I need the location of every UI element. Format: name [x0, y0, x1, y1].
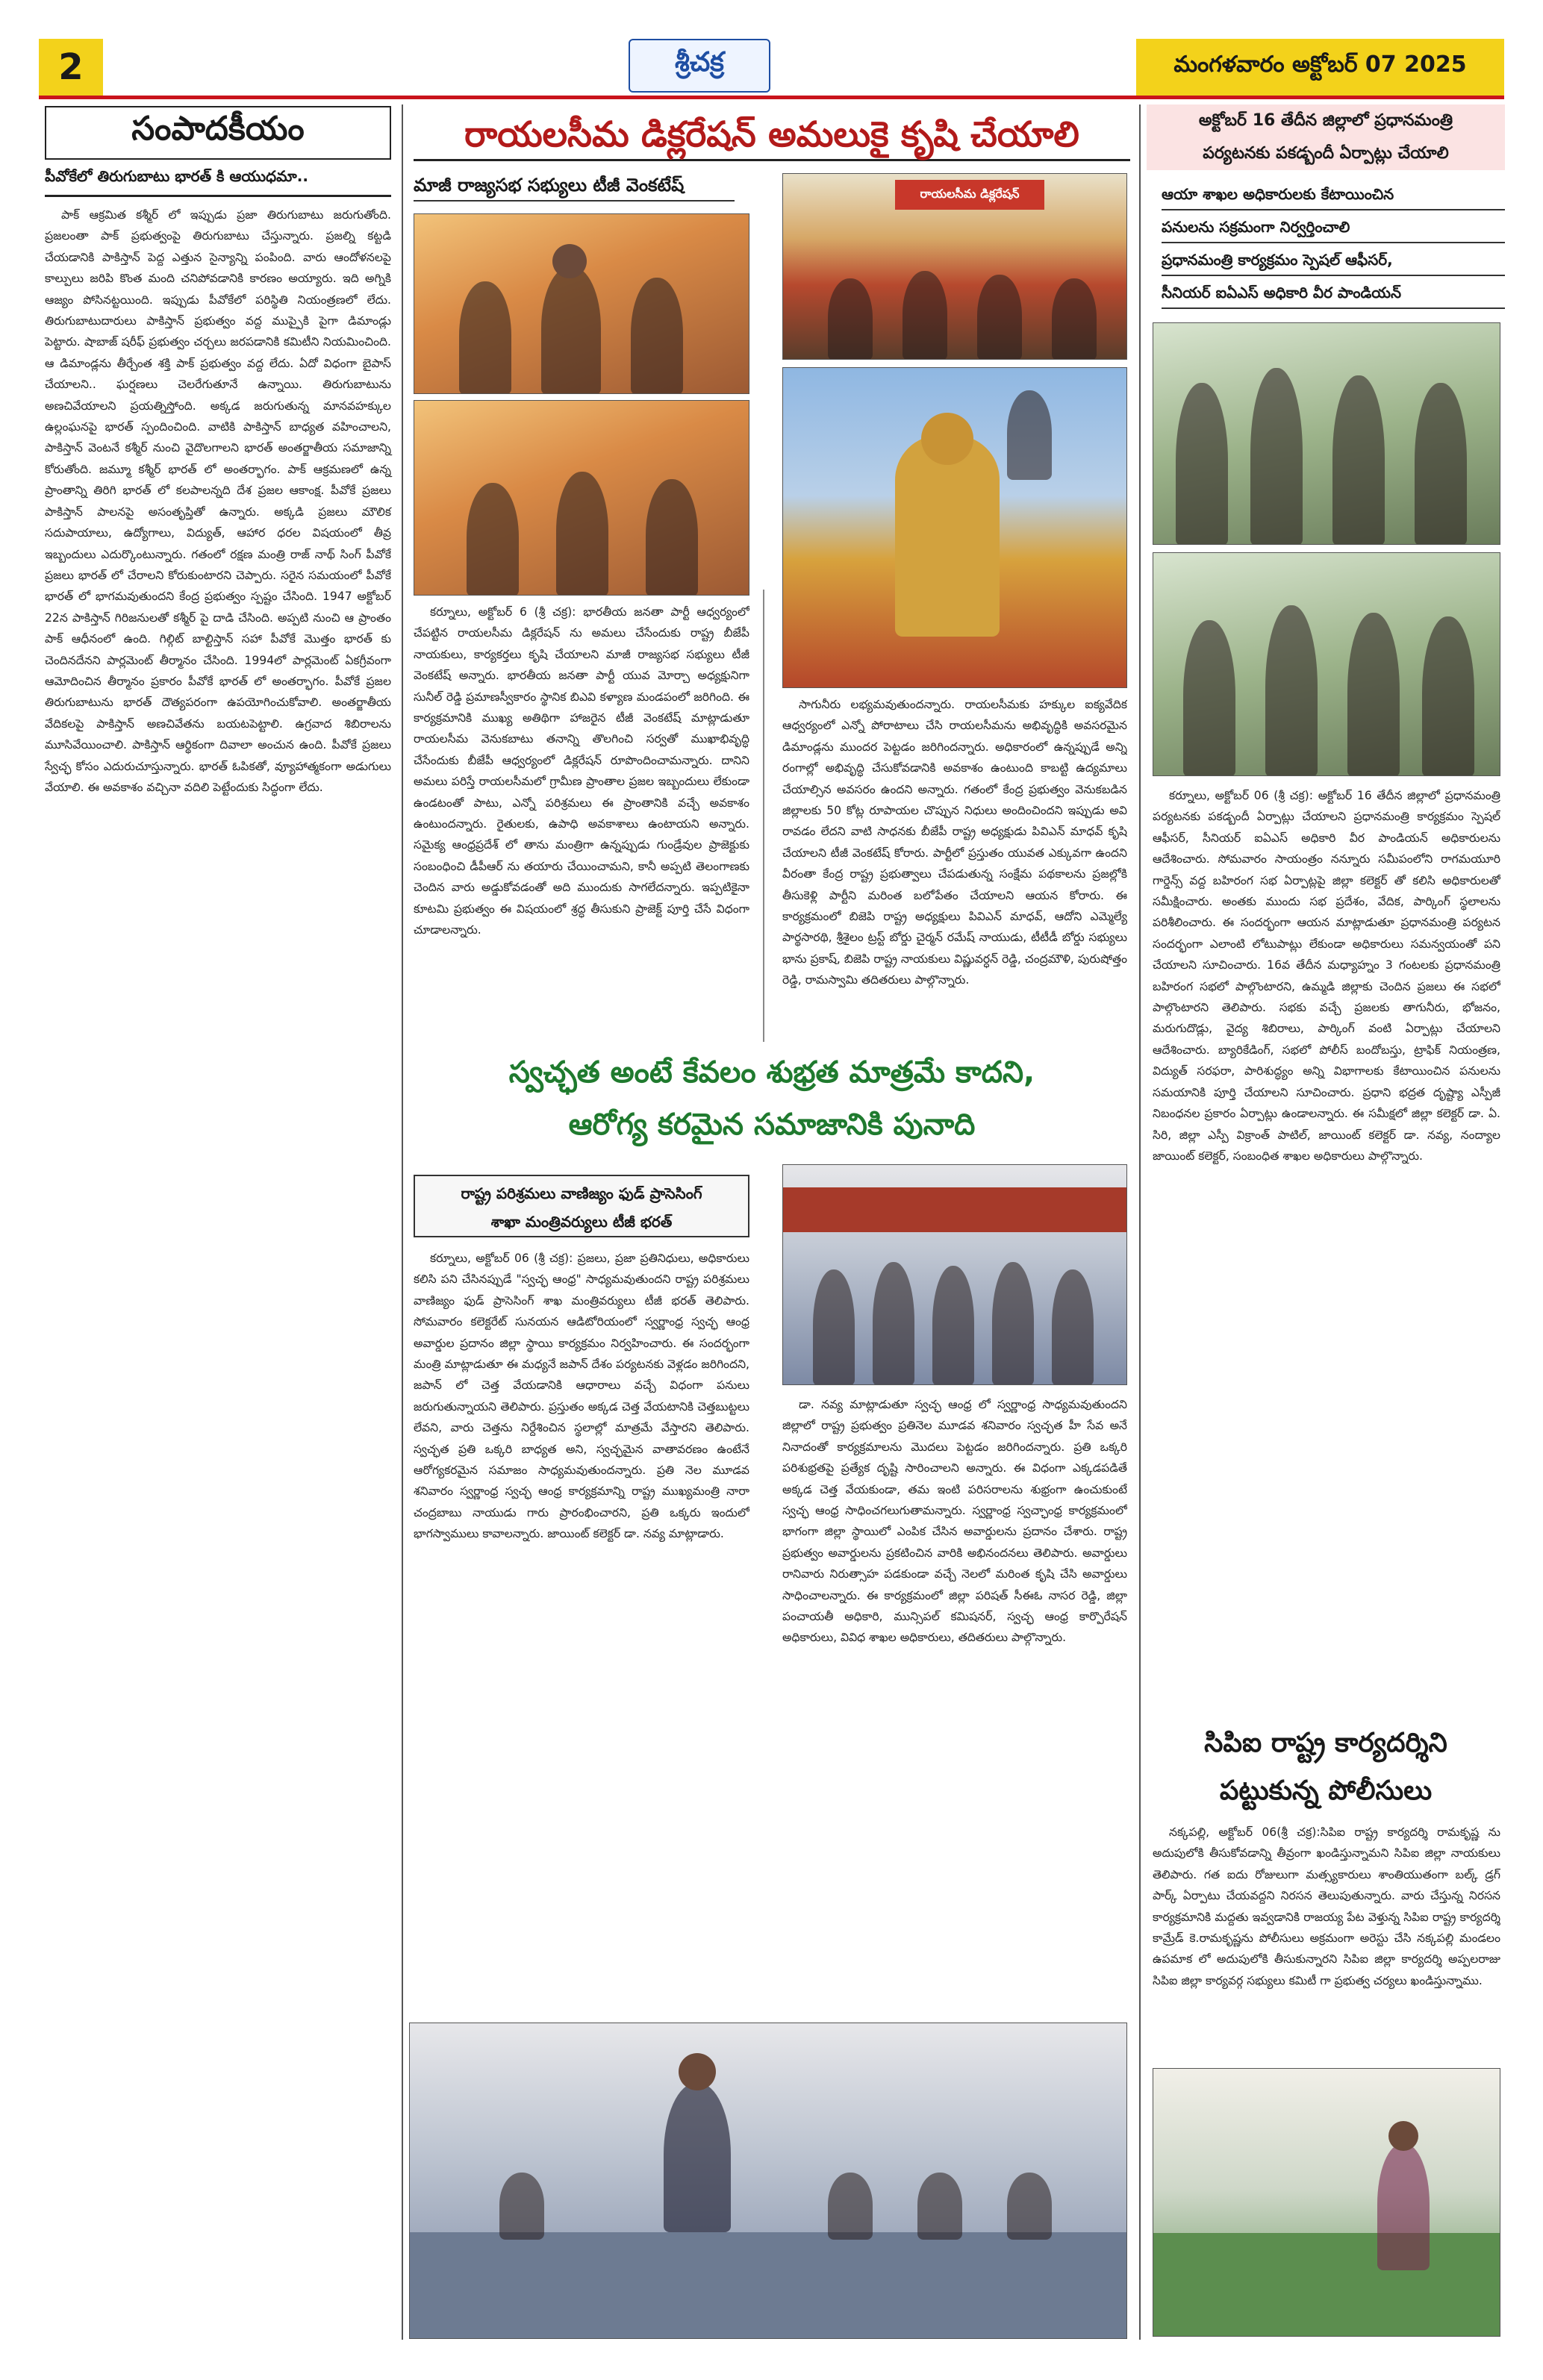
column-rule-2: [1139, 104, 1141, 2340]
lead-headline: రాయలసీమ డిక్లరేషన్ అమలుకై కృషి చేయాలి: [414, 109, 1130, 161]
cleanliness-subhead-2: శాఖా మంత్రివర్యులు టీజీ భరత్: [490, 1213, 673, 1231]
cleanliness-body-left: [414, 1248, 749, 2018]
editorial-section: [39, 104, 397, 2340]
lead-photo-procession: [414, 400, 749, 596]
cleanliness-headline-2: ఆరోగ్య కరమైన సమాజానికి పునాది: [568, 1108, 976, 1142]
stage-banner: రాయలసీమ డిక్లరేషన్: [895, 180, 1044, 210]
pm-visit-story: [1147, 104, 1505, 1720]
newspaper-logo: శ్రీచక్ర: [629, 39, 770, 93]
cpi-body-text: నక్కపల్లి, అక్టోబర్ 06(శ్రీ చక్ర):సిపిఐ రాష్ట్ర కార్యదర్శి రామకృష్ణ ను అదుపులోకి తీసుకోవడాన్ని తీవ్రంగా ఖండిస్తున్నామని సిపిఐ జిల్లా నాయకులు తెలిపారు. గత ఐదు రోజులుగా మత్స్యకారులు శాంతియుతంగా బల్క్ డ్రగ్ పార్క్ ఏర్పాటు చేయవద్దని నిరసన తెలుపుతున్నారు. వారు చేస్తున్న నిరసన కార్యక్రమానికి మద్దతు ఇవ్వడానికి రాజయ్య పేట వెళ్తున్న సిపిఐ రాష్ట్ర కార్యదర్శి కామ్రేడ్ కె.రామకృష్ణను పోలీసులు అక్రమంగా అరెస్టు చేసి నక్కపల్లి మండలం ఉపమాక లో అదుపులోకి తీసుకున్నారని సిపిఐ జిల్లా కార్యదర్శి అప్పలరాజు సిపిఐ జిల్లా కార్యవర్గ సభ్యులు కమిటీ గా ప్రభుత్వ చర్యలు ఖండిస్తున్నాము.: [1153, 1825, 1500, 1987]
editorial-heading: పీవోకేలో తిరుగుబాటు భారత్ కి ఆయుధమా..: [45, 167, 391, 197]
masthead-rule: [39, 96, 1504, 99]
cpi-headline-1: సిపిఐ రాష్ట్ర కార్యదర్శిని: [1204, 1728, 1447, 1758]
editorial-title: సంపాదకీయం: [45, 106, 391, 160]
pm-headline-box: [1147, 104, 1505, 170]
lead-body-left: [414, 602, 749, 1042]
pm-subhead-box: [1147, 178, 1505, 312]
masthead: [39, 39, 1504, 101]
pm-photo-inspection: [1153, 552, 1500, 776]
cleanliness-body-right: [782, 1394, 1127, 2018]
cpi-headline-2: పట్టుకున్న పోలీసులు: [1219, 1775, 1433, 1806]
cpi-photo: [1153, 2068, 1500, 2337]
lead-body-right-text: సాగునీరు లభ్యమవుతుందన్నారు. రాయలసీమకు హక్కుల ఐక్యవేదిక ఆధ్వర్యంలో ఎన్నో పోరాటాలు చేసి రాయలసీమను అభివృద్ధికి అవసరమైన డిమాండ్లను ముందర పెట్టడం జరిగిందన్నారు. అధికారంలో ఉన్నప్పుడే అన్ని రంగాల్లో అభివృద్ధి చేసుకోవడానికి అవకాశం ఉంటుంది కాబట్టి ఉద్యమాలు చేయాల్సిన అవసరం ఉందని అన్నారు. గతంలో కేంద్ర ప్రభుత్వం వెనుకబడిన జిల్లాలకు 50 కోట్ల రూపాయల చొప్పున నిధులు అందించిందని ఇప్పుడు అవి రావడం లేదని వాటి సాధనకు బీజేపీ రాష్ట్ర అధ్యక్షుడు పివిఎన్ మాధవ్ కృషి చేయాలని టీజీ వెంకటేష్ కోరారు. పార్టీలో ప్రస్తుతం యువత ఎక్కువగా ఉందని వీరంతా కేంద్ర రాష్ట్ర ప్రభుత్వాలు చేపడుతున్న సంక్షేమ పథకాలను ప్రజల్లోకి తీసుకెళ్లి పార్టీని మరింత బలోపేతం చేయాలని ఆయన కోరారు. ఈ కార్యక్రమంలో బిజెపి రాష్ట్ర అధ్యక్షులు పివిఎన్ మాధవ్, ఆదోని ఎమ్మెల్యే పార్థసారథి, శ్రీశైలం ట్రస్ట్ బోర్డు చైర్మన్ రమేష్ నాయుడు, టీటీడీ బోర్డు సభ్యులు భాను ప్రకాష్, బిజెపి రాష్ట్ర నాయకులు విష్ణువర్ధన్ రెడ్డి, చంద్రమౌళి, పురుషోత్తం రెడ్డి, రామస్వామి తదితరులు పాల్గొన్నారు.: [782, 698, 1127, 987]
lead-inner-rule: [763, 590, 764, 1042]
cleanliness-body-left-text: కర్నూలు, అక్టోబర్ 06 (శ్రీ చక్ర): ప్రజలు, ప్రజా ప్రతినిధులు, అధికారులు కలిసి పని చేసినప్పుడే "స్వచ్ఛ ఆంధ్ర" సాధ్యమవుతుందని రాష్ట్ర పరిశ్రమలు వాణిజ్యం ఫుడ్ ప్రాసెసింగ్ శాఖ మంత్రివర్యులు టీజీ భరత్ తెలిపారు. సోమవారం కలెక్టరేట్ సునయన ఆడిటోరియంలో స్వర్ణాంధ్ర స్వచ్ఛ ఆంధ్ర అవార్డుల ప్రదానం జిల్లా స్థాయి కార్యక్రమం నిర్వహించారు. ఈ సందర్భంగా మంత్రి మాట్లాడుతూ ఈ మధ్యనే జపాన్ దేశం పర్యటనకు వెళ్లడం జరిగిందని, జపాన్ లో చెత్త వేయడానికి ఆధారాలు వచ్చే విధంగా పనులు జరుగుతున్నాయని తెలిపారు. ప్రస్తుతం అక్కడ చెత్త వేయటానికి చెత్తబుట్టలు లేవని, వారు చెత్తను నిర్దేశించిన స్థలాల్లో మాత్రమే వేస్తారని తెలిపారు. స్వచ్ఛత ప్రతి ఒక్కరి బాధ్యత అని, స్వచ్ఛమైన వాతావరణం ఉంటేనే ఆరోగ్యకరమైన సమాజం సాధ్యమవుతుందన్నారు. ప్రతి నెల మూడవ శనివారం స్వర్ణాంధ్ర స్వచ్ఛ ఆంధ్ర కార్యక్రమాన్ని రాష్ట్ర ముఖ్యమంత్రి నారా చంద్రబాబు నాయుడు గారు ప్రారంభించారని, ప్రతి ఒక్కరు ఇందులో భాగస్వాములు కావాలన్నారు. జాయింట్ కలెక్టర్ డా. నవ్య మాట్లాడారు.: [414, 1252, 749, 1541]
pm-body-text: కర్నూలు, అక్టోబర్ 06 (శ్రీ చక్ర): అక్టోబర్ 16 తేదీన జిల్లాలో ప్రధానమంత్రి పర్యటనకు పకడ్బందీ ఏర్పాట్లు చేయాలని ప్రధానమంత్రి కార్యక్రమం స్పెషల్ ఆఫీసర్, సీనియర్ ఐఏఎస్ అధికారి వీర పాండియన్ అధికారులను ఆదేశించారు. సోమవారం సాయంత్రం నన్నూరు సమీపంలోని రాగమయూరి గార్డెన్స్ వద్ద బహిరంగ సభ ఏర్పాట్లపై జిల్లా కలెక్టర్ తో కలిసి అధికారులతో సమీక్షించారు. అంతకు ముందు సభ ప్రదేశం, వేదిక, పార్కింగ్ స్థలాలను పరిశీలించారు. ఈ సందర్భంగా ఆయన మాట్లాడుతూ ప్రధానమంత్రి పర్యటన సందర్భంగా ఎలాంటి లోటుపాట్లు లేకుండా అధికారులు సమన్వయంతో పని చేయాలని సూచించారు. 16వ తేదీన మధ్యాహ్నం 3 గంటలకు ప్రధానమంత్రి బహిరంగ సభలో పాల్గొంటారని, ఉమ్మడి జిల్లాకు చెందిన ప్రజలు ఈ సభలో పాల్గొంటారని తెలిపారు. సభకు వచ్చే ప్రజలకు తాగునీరు, భోజనం, మరుగుదొడ్లు, వైద్య శిబిరాలు, పార్కింగ్ వంటి ఏర్పాట్లు చేయాలని ఆదేశించారు. బ్యారికేడింగ్, సభలో పోలీస్ బందోబస్తు, ట్రాఫిక్ నియంత్రణ, విద్యుత్ సరఫరా, పారిశుద్ధ్యం అన్ని విభాగాలకు కేటాయించిన పనులను సమయానికి పూర్తి చేయాలని సూచించారు. ప్రధాని భద్రత దృష్ట్యా ఎస్పీజీ నిబంధనల ప్రకారం ఏర్పాట్లు ఉండాలన్నారు. ఈ సమీక్షలో జిల్లా కలెక్టర్ డా. ఏ. సిరి, జిల్లా ఎస్పీ విక్రాంత్ పాటిల్, జాయింట్ కలెక్టర్ డా. నవ్య, నంద్యాల జాయింట్ కలెక్టర్, సంబంధిత శాఖల అధికారులు పాల్గొన్నారు.: [1153, 789, 1500, 1163]
lead-body-right: [782, 694, 1127, 1042]
cleanliness-subhead-box: [414, 1175, 749, 1237]
pm-photo-officials: [1153, 322, 1500, 545]
lead-body-left-text: కర్నూలు, అక్టోబర్ 6 (శ్రీ చక్ర): భారతీయ జనతా పార్టీ ఆధ్వర్యంలో చేపట్టిన రాయలసీమ డిక్లరేషన్ ను అమలు చేసేందుకు రాష్ట్ర బీజేపీ నాయకులు, కార్యకర్తలు కృషి చేయాలని మాజీ రాజ్యసభ సభ్యులు టీజీ వెంకటేష్ అన్నారు. భారతీయ జనతా పార్టీ యువ మోర్చా అధ్యక్షునిగా సునీల్ రెడ్డి ప్రమాణస్వీకారం స్థానిక బిఎవి కళ్యాణ మండపంలో జరిగింది. ఈ కార్యక్రమానికి ముఖ్య అతిథిగా హాజరైన టీజీ వెంకటేష్ మాట్లాడుతూ రాయలసీమ వెనుకబాటు తనాన్ని తొలగించి సర్వతో ముఖాభివృద్ధి చేసేందుకు బీజేపీ ఆధ్వర్యంలో డిక్లరేషన్ రూపొందించామన్నారు. దానిని అమలు పరిస్తే రాయలసీమలో గ్రామీణ ప్రాంతాల ప్రజల ఇబ్బందులు లేకుండా ఉండటంతో పాటు, ఎన్నో పరిశ్రమలు ఈ ప్రాంతానికి వచ్చే అవకాశం ఉంటుందన్నారు. రైతులకు, ఉపాధి అవకాశాలు ఉంటాయని అన్నారు. సమైక్య ఆంధ్రప్రదేశ్ లో తాను మంత్రిగా ఉన్నప్పుడు గుండ్రేవుల ప్రాజెక్టుకు సంబంధించి డీపీఆర్ ను తయారు చేయించామని, కానీ అప్పటి తెలంగాణకు చెందిన వారు అడ్డుకోవడంతో అది ముందుకు సాగలేదన్నారు. ఇప్పటికైనా కూటమి ప్రభుత్వం ఈ విషయంలో శ్రద్ధ తీసుకుని ప్రాజెక్ట్ పూర్తి చేసే విధంగా చూడాలన్నారు.: [414, 605, 749, 937]
cleanliness-headline-1: స్వచ్ఛత అంటే కేవలం శుభ్రత మాత్రమే కాదని,: [508, 1055, 1035, 1090]
lead-photo-stage: [782, 173, 1127, 360]
pm-subhead-1: ఆయా శాఖల అధికారులకు కేటాయించిన: [1162, 178, 1505, 210]
issue-date: మంగళవారం అక్టోబర్ 07 2025: [1136, 39, 1504, 96]
cleanliness-photo-meeting: [409, 2023, 1127, 2339]
column-rule-1: [402, 104, 403, 2340]
page-number: 2: [39, 39, 103, 96]
cleanliness-story: [409, 1048, 1135, 2339]
cleanliness-photo-awards: [782, 1164, 1127, 1385]
pm-body: [1153, 785, 1500, 1718]
cleanliness-subhead-1: రాష్ట్ర పరిశ్రమలు వాణిజ్యం ఫుడ్ ప్రాసెసింగ్: [461, 1184, 702, 1202]
cpi-story: [1147, 1720, 1505, 2340]
lead-photo-garland: [414, 213, 749, 394]
editorial-body-text: పాక్ ఆక్రమిత కశ్మీర్ లో ఇప్పుడు ప్రజా తిరుగుబాటు జరుగుతోంది. ప్రజలంతా పాక్ ప్రభుత్వంపై తిరుగుబాటు చేస్తున్నారు. ప్రజల్ని కట్టడి చేయడానికి పాకిస్తాన్ పెద్ద ఎత్తున సైన్యాన్ని పంపింది. వారు ఆందోళనలపై కాల్పులు జరిపి కొంత మంది చనిపోవడానికి కారణం అయ్యారు. ఇది అగ్నికి ఆజ్యం పోసినట్టయింది. ఇప్పుడు పీవోకేలో పరిస్థితి నియంత్రణలో లేదు. తిరుగుబాటుదారులు పాకిస్తాన్ ప్రభుత్వం వద్ద ముప్పైకి పైగా డిమాండ్లు పెట్టారు. షాబాజ్ షరీఫ్ ప్రభుత్వం చర్చలు జరపడానికి కమిటీని నియమించింది. ఆ డిమాండ్లను తీర్చేంత శక్తి పాక్ ప్రభుత్వం వద్ద లేదు. ఏదో విధంగా బైపాస్ చేయాలని.. ఘర్షణలు చెలరేగుతూనే ఉన్నాయి. తిరుగుబాటును అణచివేయాలని ప్రయత్నిస్తోంది. అక్కడ జరుగుతున్న మానవహక్కుల ఉల్లంఘనపై భారత్ స్పందించింది. వాటికి పాకిస్తాన్ బాధ్యత వహించాలని, పాకిస్తాన్ వెంటనే కశ్మీర్ నుంచి వైదొలగాలని భారత్ అంతర్జాతీయ సమాజాన్ని కోరుతోంది. జమ్మూ కశ్మీర్ భారత్ లో అంతర్భాగం. పాక్ ఆక్రమణలో ఉన్న ప్రాంతాన్ని తిరిగి భారత్ లో కలపాలన్నది దేశ ప్రజల ఆకాంక్ష. పీవోకే ప్రజలు పాకిస్తాన్ పాలనపై అసంతృప్తితో ఉన్నారు. అక్కడి ప్రజలు మౌలిక సదుపాయాలు, ఉద్యోగాలు, విద్యుత్, ఆహార ధరల విషయంలో తీవ్ర ఇబ్బందులు ఎదుర్కొంటున్నారు. గతంలో రక్షణ మంత్రి రాజ్ నాథ్ సింగ్ పీవోకే ప్రజలు భారత్ లో చేరాలని కోరుకుంటారని చెప్పారు. సరైన సమయంలో పీవోకే భారత్ లో భాగమవుతుందని కేంద్ర ప్రభుత్వం స్పష్టం చేసింది. 1947 అక్టోబర్ 22న పాకిస్తాన్ గిరిజనులతో కశ్మీర్ పై దాడి చేసింది. అప్పటి నుంచి ఆ ప్రాంతం పాక్ ఆధీనంలో ఉంది. గిల్గిట్ బాల్టిస్తాన్ సహా పీవోకే మొత్తం భారత్ కు చెందినదేనని పార్లమెంట్ తీర్మానం చేసింది. 1994లో పార్లమెంట్ ఏకగ్రీవంగా ఆమోదించిన తీర్మానం ప్రకారం పీవోకే భారత్ లో అంతర్భాగం. పీవోకే ప్రజల తిరుగుబాటును భారత్ దౌత్యపరంగా ఉపయోగించుకోవాలి. అంతర్జాతీయ వేదికలపై పాకిస్తాన్ అణచివేతను బయటపెట్టాలి. ఉగ్రవాద శిబిరాలను మూసివేయించాలి. పాకిస్తాన్ ఆర్థికంగా దివాలా అంచున ఉంది. పీవోకే ప్రజలు స్వేచ్ఛ కోసం ఎదురుచూస్తున్నారు. భారత్ ఓపికతో, వ్యూహాత్మకంగా అడుగులు వేయాలి. ఈ అవకాశం వచ్చినా వదిలి పెట్టేందుకు సిద్ధంగా లేదు.: [45, 208, 391, 794]
lead-story: [409, 104, 1135, 1045]
lead-subhead: మాజీ రాజ్యసభ సభ్యులు టీజీ వెంకటేష్: [414, 169, 735, 202]
pm-subhead-2: పనులను సక్రమంగా నిర్వర్తించాలి: [1162, 210, 1505, 243]
pm-headline-1: అక్టోబర్ 16 తేదీన జిల్లాలో ప్రధానమంత్రి: [1198, 111, 1453, 130]
pm-headline-2: పర్యటనకు పకడ్బందీ ఏర్పాట్లు చేయాలి: [1203, 144, 1449, 163]
cpi-body: [1153, 1822, 1500, 2061]
cleanliness-body-right-text: డా. నవ్య మాట్లాడుతూ స్వచ్ఛ ఆంధ్ర లో స్వర్ణాంధ్ర సాధ్యమవుతుందని జిల్లాలో రాష్ట్ర ప్రభుత్వం ప్రతినెల మూడవ శనివారం స్వచ్ఛత హీ సేవ అనే నినాదంతో కార్యక్రమాలను మొదలు పెట్టడం జరిగిందన్నారు. ప్రతి ఒక్కరి పరిశుభ్రతపై ప్రత్యేక దృష్టి సారించాలని అన్నారు. ఈ విధంగా ఎక్కడపడితే అక్కడ చెత్త వేయకుండా, తమ ఇంటి పరిసరాలను శుభ్రంగా ఉంచుకుంటే స్వచ్ఛ ఆంధ్ర సాధించగలుగుతామన్నారు. స్వర్ణాంధ్ర స్వచ్ఛాంధ్ర కార్యక్రమంలో భాగంగా జిల్లా స్థాయిలో ఎంపిక చేసిన అవార్డులను ప్రదానం చేశారు. రాష్ట్ర ప్రభుత్వం అవార్డులను ప్రకటించిన వారికి అభినందనలు తెలిపారు. అవార్డులు రానివారు నిరుత్సాహ పడకుండా వచ్చే నెలలో మరింత కృషి చేసి అవార్డులు సాధించాలన్నారు. ఈ కార్యక్రమంలో జిల్లా పరిషత్ సీఈఓ నాసర రెడ్డి, జిల్లా పంచాయతీ అధికారి, మున్సిపల్ కమిషనర్, స్వచ్ఛ ఆంధ్ర కార్పొరేషన్ అధికారులు, వివిధ శాఖల అధికారులు, తదితరులు పాల్గొన్నారు.: [782, 1398, 1127, 1645]
editorial-body: [39, 204, 397, 2331]
lead-photo-statue: [782, 367, 1127, 688]
pm-subhead-3: ప్రధానమంత్రి కార్యక్రమం స్పెషల్ ఆఫీసర్,: [1162, 243, 1505, 276]
pm-subhead-4: సీనియర్ ఐఏఎస్ అధికారి వీర పాండియన్: [1162, 276, 1505, 309]
